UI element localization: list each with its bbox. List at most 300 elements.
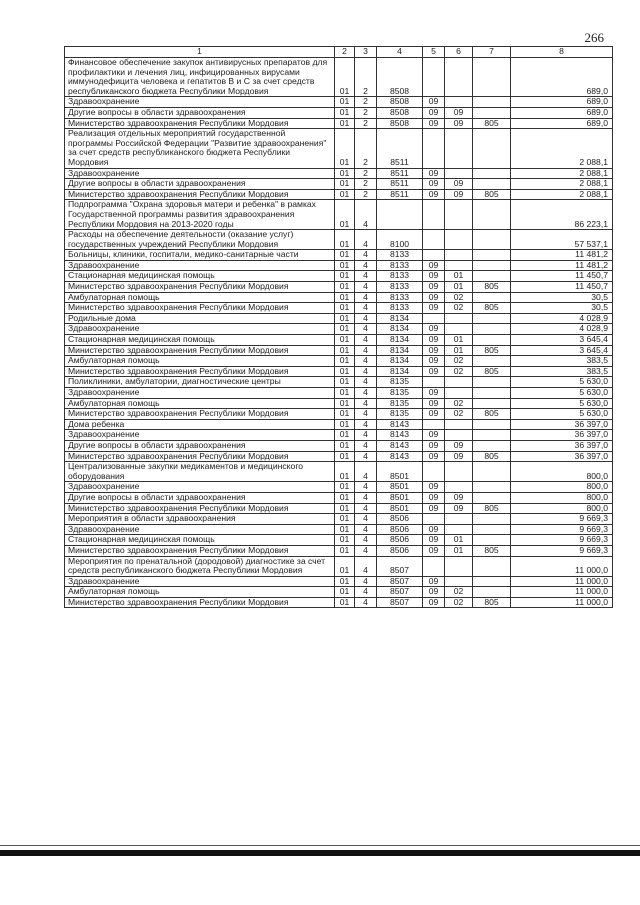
table-row bbox=[65, 535, 613, 546]
cell-subsection: 02 bbox=[445, 587, 473, 598]
cell-amount: 689,0 bbox=[511, 58, 613, 97]
cell-code-3: 8143 bbox=[377, 419, 423, 430]
cell-code-1: 01 bbox=[335, 107, 355, 118]
cell-ministry-code: 805 bbox=[473, 409, 511, 420]
table-row bbox=[65, 189, 613, 200]
cell-code-1: 01 bbox=[335, 345, 355, 356]
cell-code-3: 8501 bbox=[377, 462, 423, 482]
table-row bbox=[65, 250, 613, 261]
cell-amount: 11 000,0 bbox=[511, 587, 613, 598]
cell-amount: 2 088,1 bbox=[511, 129, 613, 168]
cell-row-name: Реализация отдельных мероприятий государственной программы Российской Федерации "Развитие здравоохранения" за счет средств республиканского бюджета Республики Мордовия bbox=[65, 129, 335, 168]
cell-subsection bbox=[445, 388, 473, 399]
cell-ministry-code bbox=[473, 535, 511, 546]
table-row bbox=[65, 129, 613, 168]
cell-section: 09 bbox=[423, 545, 445, 556]
cell-code-2: 2 bbox=[355, 97, 377, 108]
cell-section bbox=[423, 462, 445, 482]
cell-code-2: 4 bbox=[355, 492, 377, 503]
cell-ministry-code: 805 bbox=[473, 451, 511, 462]
table-row bbox=[65, 168, 613, 179]
cell-code-2: 2 bbox=[355, 118, 377, 129]
cell-ministry-code bbox=[473, 419, 511, 430]
cell-code-1: 01 bbox=[335, 356, 355, 367]
cell-section bbox=[423, 514, 445, 525]
cell-code-2: 4 bbox=[355, 250, 377, 261]
cell-code-1: 01 bbox=[335, 587, 355, 598]
cell-amount: 5 630,0 bbox=[511, 388, 613, 399]
cell-row-name: Здравоохранение bbox=[65, 576, 335, 587]
cell-amount: 5 630,0 bbox=[511, 398, 613, 409]
budget-table bbox=[64, 46, 613, 608]
column-header: 5 bbox=[423, 47, 445, 58]
cell-code-2: 4 bbox=[355, 409, 377, 420]
cell-code-2: 4 bbox=[355, 398, 377, 409]
cell-section bbox=[423, 200, 445, 230]
cell-amount: 86 223,1 bbox=[511, 200, 613, 230]
cell-code-1: 01 bbox=[335, 451, 355, 462]
cell-subsection bbox=[445, 129, 473, 168]
cell-code-3: 8135 bbox=[377, 409, 423, 420]
cell-amount: 689,0 bbox=[511, 118, 613, 129]
cell-row-name: Министерство здравоохранения Республики Мордовия bbox=[65, 503, 335, 514]
cell-section: 09 bbox=[423, 524, 445, 535]
cell-section bbox=[423, 377, 445, 388]
scan-bottom-bar bbox=[0, 850, 640, 856]
table-row bbox=[65, 345, 613, 356]
cell-ministry-code bbox=[473, 377, 511, 388]
column-header: 6 bbox=[445, 47, 473, 58]
cell-code-1: 01 bbox=[335, 545, 355, 556]
cell-code-1: 01 bbox=[335, 303, 355, 314]
cell-code-3: 8511 bbox=[377, 168, 423, 179]
table-row bbox=[65, 545, 613, 556]
cell-ministry-code bbox=[473, 260, 511, 271]
cell-subsection bbox=[445, 462, 473, 482]
cell-row-name: Министерство здравоохранения Республики Мордовия bbox=[65, 451, 335, 462]
cell-row-name: Стационарная медицинская помощь bbox=[65, 335, 335, 346]
cell-code-1: 01 bbox=[335, 313, 355, 324]
cell-code-3: 8134 bbox=[377, 356, 423, 367]
table-row bbox=[65, 451, 613, 462]
cell-ministry-code bbox=[473, 356, 511, 367]
cell-code-1: 01 bbox=[335, 200, 355, 230]
cell-subsection: 09 bbox=[445, 118, 473, 129]
cell-ministry-code bbox=[473, 97, 511, 108]
cell-code-1: 01 bbox=[335, 377, 355, 388]
table-row bbox=[65, 97, 613, 108]
column-header: 7 bbox=[473, 47, 511, 58]
cell-subsection: 09 bbox=[445, 189, 473, 200]
cell-code-3: 8506 bbox=[377, 535, 423, 546]
table-row bbox=[65, 482, 613, 493]
cell-row-name: Амбулаторная помощь bbox=[65, 398, 335, 409]
cell-code-2: 2 bbox=[355, 107, 377, 118]
cell-ministry-code bbox=[473, 324, 511, 335]
cell-code-3: 8501 bbox=[377, 492, 423, 503]
cell-code-2: 4 bbox=[355, 597, 377, 608]
cell-row-name: Министерство здравоохранения Республики Мордовия bbox=[65, 409, 335, 420]
table-row bbox=[65, 260, 613, 271]
cell-code-1: 01 bbox=[335, 168, 355, 179]
cell-ministry-code bbox=[473, 179, 511, 190]
table-row bbox=[65, 366, 613, 377]
cell-row-name: Подпрограмма "Охрана здоровья матери и ребенка" в рамках Государственной программы развития здравоохранения Республики Мордовия на 2013-2020 годы bbox=[65, 200, 335, 230]
table-row bbox=[65, 107, 613, 118]
cell-row-name: Здравоохранение bbox=[65, 260, 335, 271]
cell-amount: 11 000,0 bbox=[511, 576, 613, 587]
cell-ministry-code: 805 bbox=[473, 366, 511, 377]
cell-amount: 36 397,0 bbox=[511, 419, 613, 430]
cell-subsection: 01 bbox=[445, 345, 473, 356]
cell-ministry-code bbox=[473, 482, 511, 493]
cell-subsection: 09 bbox=[445, 451, 473, 462]
cell-code-3: 8506 bbox=[377, 514, 423, 525]
cell-code-3: 8507 bbox=[377, 597, 423, 608]
cell-row-name: Дома ребенка bbox=[65, 419, 335, 430]
cell-code-2: 2 bbox=[355, 58, 377, 97]
table-row bbox=[65, 556, 613, 576]
table-row bbox=[65, 462, 613, 482]
cell-row-name: Финансовое обеспечение закупок антивирусных препаратов для профилактики и лечения лиц, инфицированных вирусами иммунодефицита человека и гепатитов В и С за счет средств республиканского бюджета Республики Мордовия bbox=[65, 58, 335, 97]
cell-row-name: Министерство здравоохранения Республики Мордовия bbox=[65, 597, 335, 608]
cell-subsection: 09 bbox=[445, 492, 473, 503]
table-row bbox=[65, 282, 613, 293]
cell-section: 09 bbox=[423, 576, 445, 587]
table-row bbox=[65, 58, 613, 97]
table-row bbox=[65, 514, 613, 525]
cell-row-name: Амбулаторная помощь bbox=[65, 587, 335, 598]
cell-code-1: 01 bbox=[335, 514, 355, 525]
cell-code-2: 4 bbox=[355, 335, 377, 346]
cell-ministry-code bbox=[473, 313, 511, 324]
cell-section: 09 bbox=[423, 451, 445, 462]
cell-ministry-code bbox=[473, 250, 511, 261]
cell-row-name: Мероприятия по пренатальной (дородовой) диагностике за счет средств республиканского бюджета Республики Мордовия bbox=[65, 556, 335, 576]
table-row bbox=[65, 492, 613, 503]
cell-code-2: 4 bbox=[355, 324, 377, 335]
cell-ministry-code bbox=[473, 587, 511, 598]
cell-amount: 30,5 bbox=[511, 303, 613, 314]
cell-code-2: 4 bbox=[355, 366, 377, 377]
cell-amount: 9 669,3 bbox=[511, 514, 613, 525]
cell-subsection bbox=[445, 260, 473, 271]
cell-code-2: 4 bbox=[355, 503, 377, 514]
table-body bbox=[65, 58, 613, 608]
cell-code-2: 4 bbox=[355, 587, 377, 598]
cell-row-name: Здравоохранение bbox=[65, 168, 335, 179]
cell-ministry-code bbox=[473, 107, 511, 118]
cell-code-2: 2 bbox=[355, 129, 377, 168]
cell-section bbox=[423, 556, 445, 576]
cell-section: 09 bbox=[423, 324, 445, 335]
cell-amount: 689,0 bbox=[511, 107, 613, 118]
cell-row-name: Централизованные закупки медикаментов и медицинского оборудования bbox=[65, 462, 335, 482]
cell-code-3: 8133 bbox=[377, 292, 423, 303]
cell-subsection bbox=[445, 514, 473, 525]
cell-code-2: 4 bbox=[355, 514, 377, 525]
cell-amount: 383,5 bbox=[511, 356, 613, 367]
cell-code-3: 8134 bbox=[377, 335, 423, 346]
cell-ministry-code bbox=[473, 576, 511, 587]
cell-code-2: 4 bbox=[355, 282, 377, 293]
cell-subsection bbox=[445, 324, 473, 335]
cell-subsection bbox=[445, 250, 473, 261]
cell-subsection bbox=[445, 419, 473, 430]
cell-subsection bbox=[445, 430, 473, 441]
cell-section bbox=[423, 313, 445, 324]
cell-ministry-code: 805 bbox=[473, 118, 511, 129]
table-row bbox=[65, 200, 613, 230]
cell-amount: 11 481,2 bbox=[511, 250, 613, 261]
table-row bbox=[65, 430, 613, 441]
column-header: 4 bbox=[377, 47, 423, 58]
cell-code-3: 8501 bbox=[377, 503, 423, 514]
cell-row-name: Министерство здравоохранения Республики Мордовия bbox=[65, 282, 335, 293]
table-row bbox=[65, 230, 613, 250]
cell-code-1: 01 bbox=[335, 409, 355, 420]
cell-section: 09 bbox=[423, 335, 445, 346]
cell-section: 09 bbox=[423, 168, 445, 179]
table-row bbox=[65, 377, 613, 388]
table-row bbox=[65, 398, 613, 409]
cell-subsection: 09 bbox=[445, 503, 473, 514]
cell-amount: 9 669,3 bbox=[511, 545, 613, 556]
cell-code-2: 4 bbox=[355, 545, 377, 556]
cell-section: 09 bbox=[423, 303, 445, 314]
cell-code-1: 01 bbox=[335, 597, 355, 608]
cell-code-3: 8506 bbox=[377, 545, 423, 556]
column-header: 8 bbox=[511, 47, 613, 58]
cell-amount: 4 028,9 bbox=[511, 313, 613, 324]
cell-code-2: 4 bbox=[355, 576, 377, 587]
cell-section: 09 bbox=[423, 430, 445, 441]
cell-code-3: 8135 bbox=[377, 377, 423, 388]
cell-code-2: 4 bbox=[355, 260, 377, 271]
cell-subsection: 01 bbox=[445, 271, 473, 282]
cell-code-3: 8506 bbox=[377, 524, 423, 535]
cell-section: 09 bbox=[423, 597, 445, 608]
cell-amount: 30,5 bbox=[511, 292, 613, 303]
cell-ministry-code bbox=[473, 292, 511, 303]
cell-section: 09 bbox=[423, 492, 445, 503]
cell-amount: 5 630,0 bbox=[511, 377, 613, 388]
cell-row-name: Расходы на обеспечение деятельности (оказание услуг) государственных учреждений Республики Мордовия bbox=[65, 230, 335, 250]
table-row bbox=[65, 324, 613, 335]
cell-code-1: 01 bbox=[335, 271, 355, 282]
cell-amount: 800,0 bbox=[511, 462, 613, 482]
table-row bbox=[65, 597, 613, 608]
cell-code-2: 4 bbox=[355, 451, 377, 462]
cell-ministry-code bbox=[473, 556, 511, 576]
cell-code-2: 4 bbox=[355, 535, 377, 546]
cell-code-3: 8143 bbox=[377, 430, 423, 441]
cell-ministry-code bbox=[473, 514, 511, 525]
cell-section bbox=[423, 230, 445, 250]
cell-amount: 800,0 bbox=[511, 482, 613, 493]
cell-code-3: 8143 bbox=[377, 451, 423, 462]
cell-amount: 9 669,3 bbox=[511, 535, 613, 546]
cell-subsection: 01 bbox=[445, 545, 473, 556]
cell-code-1: 01 bbox=[335, 576, 355, 587]
cell-section: 09 bbox=[423, 282, 445, 293]
scan-edge-line bbox=[0, 845, 640, 846]
cell-ministry-code bbox=[473, 58, 511, 97]
cell-code-3: 8100 bbox=[377, 230, 423, 250]
cell-subsection bbox=[445, 230, 473, 250]
cell-section bbox=[423, 129, 445, 168]
cell-code-2: 4 bbox=[355, 313, 377, 324]
cell-code-3: 8134 bbox=[377, 366, 423, 377]
cell-section: 09 bbox=[423, 398, 445, 409]
cell-amount: 4 028,9 bbox=[511, 324, 613, 335]
cell-code-3: 8134 bbox=[377, 324, 423, 335]
cell-row-name: Здравоохранение bbox=[65, 482, 335, 493]
cell-amount: 5 630,0 bbox=[511, 409, 613, 420]
cell-code-3: 8135 bbox=[377, 388, 423, 399]
cell-amount: 3 645,4 bbox=[511, 345, 613, 356]
cell-ministry-code: 805 bbox=[473, 545, 511, 556]
cell-subsection: 01 bbox=[445, 282, 473, 293]
cell-code-3: 8143 bbox=[377, 440, 423, 451]
cell-section: 09 bbox=[423, 440, 445, 451]
cell-ministry-code bbox=[473, 462, 511, 482]
cell-row-name: Поликлиники, амбулатории, диагностические центры bbox=[65, 377, 335, 388]
cell-row-name: Министерство здравоохранения Республики Мордовия bbox=[65, 545, 335, 556]
cell-amount: 36 397,0 bbox=[511, 430, 613, 441]
cell-subsection: 02 bbox=[445, 356, 473, 367]
cell-amount: 800,0 bbox=[511, 503, 613, 514]
cell-code-1: 01 bbox=[335, 260, 355, 271]
cell-amount: 36 397,0 bbox=[511, 451, 613, 462]
cell-subsection: 02 bbox=[445, 366, 473, 377]
cell-code-3: 8508 bbox=[377, 58, 423, 97]
cell-code-1: 01 bbox=[335, 492, 355, 503]
cell-row-name: Стационарная медицинская помощь bbox=[65, 535, 335, 546]
cell-code-3: 8133 bbox=[377, 303, 423, 314]
cell-code-1: 01 bbox=[335, 250, 355, 261]
cell-code-1: 01 bbox=[335, 503, 355, 514]
cell-code-1: 01 bbox=[335, 189, 355, 200]
table-row bbox=[65, 524, 613, 535]
cell-amount: 9 669,3 bbox=[511, 524, 613, 535]
cell-subsection: 02 bbox=[445, 409, 473, 420]
table-row bbox=[65, 335, 613, 346]
cell-code-3: 8133 bbox=[377, 271, 423, 282]
cell-section: 09 bbox=[423, 292, 445, 303]
cell-code-2: 4 bbox=[355, 303, 377, 314]
cell-row-name: Министерство здравоохранения Республики Мордовия bbox=[65, 118, 335, 129]
cell-code-2: 4 bbox=[355, 419, 377, 430]
cell-subsection bbox=[445, 377, 473, 388]
cell-code-1: 01 bbox=[335, 58, 355, 97]
cell-code-1: 01 bbox=[335, 462, 355, 482]
cell-code-1: 01 bbox=[335, 398, 355, 409]
cell-subsection: 01 bbox=[445, 335, 473, 346]
cell-row-name: Амбулаторная помощь bbox=[65, 292, 335, 303]
cell-row-name: Министерство здравоохранения Республики Мордовия bbox=[65, 303, 335, 314]
cell-ministry-code: 805 bbox=[473, 282, 511, 293]
table-row bbox=[65, 271, 613, 282]
cell-ministry-code bbox=[473, 335, 511, 346]
cell-subsection bbox=[445, 313, 473, 324]
cell-row-name: Другие вопросы в области здравоохранения bbox=[65, 107, 335, 118]
cell-code-3: 8507 bbox=[377, 576, 423, 587]
cell-amount: 3 645,4 bbox=[511, 335, 613, 346]
cell-subsection: 09 bbox=[445, 440, 473, 451]
cell-section: 09 bbox=[423, 409, 445, 420]
cell-code-1: 01 bbox=[335, 324, 355, 335]
cell-row-name: Здравоохранение bbox=[65, 524, 335, 535]
cell-code-1: 01 bbox=[335, 535, 355, 546]
cell-ministry-code: 805 bbox=[473, 303, 511, 314]
cell-section: 09 bbox=[423, 535, 445, 546]
cell-row-name: Другие вопросы в области здравоохранения bbox=[65, 179, 335, 190]
cell-row-name: Другие вопросы в области здравоохранения bbox=[65, 440, 335, 451]
cell-code-2: 2 bbox=[355, 179, 377, 190]
cell-code-1: 01 bbox=[335, 335, 355, 346]
cell-row-name: Стационарная медицинская помощь bbox=[65, 271, 335, 282]
cell-code-1: 01 bbox=[335, 129, 355, 168]
cell-code-2: 4 bbox=[355, 230, 377, 250]
cell-code-1: 01 bbox=[335, 292, 355, 303]
cell-subsection: 02 bbox=[445, 292, 473, 303]
cell-subsection bbox=[445, 168, 473, 179]
table-row bbox=[65, 409, 613, 420]
cell-code-3: 8508 bbox=[377, 97, 423, 108]
cell-section: 09 bbox=[423, 97, 445, 108]
cell-subsection bbox=[445, 58, 473, 97]
cell-section: 09 bbox=[423, 587, 445, 598]
table-row bbox=[65, 179, 613, 190]
cell-subsection: 09 bbox=[445, 179, 473, 190]
table-row bbox=[65, 503, 613, 514]
cell-section bbox=[423, 250, 445, 261]
cell-ministry-code: 805 bbox=[473, 597, 511, 608]
cell-code-1: 01 bbox=[335, 118, 355, 129]
cell-code-2: 4 bbox=[355, 271, 377, 282]
cell-subsection: 02 bbox=[445, 303, 473, 314]
cell-ministry-code: 805 bbox=[473, 345, 511, 356]
cell-subsection bbox=[445, 556, 473, 576]
cell-subsection bbox=[445, 200, 473, 230]
cell-amount: 11 481,2 bbox=[511, 260, 613, 271]
cell-code-2: 4 bbox=[355, 377, 377, 388]
cell-code-3: 8134 bbox=[377, 345, 423, 356]
table-row bbox=[65, 440, 613, 451]
cell-subsection: 01 bbox=[445, 535, 473, 546]
cell-code-3: 8511 bbox=[377, 129, 423, 168]
cell-code-1: 01 bbox=[335, 556, 355, 576]
table-row bbox=[65, 388, 613, 399]
cell-code-1: 01 bbox=[335, 524, 355, 535]
cell-code-2: 4 bbox=[355, 556, 377, 576]
cell-subsection: 09 bbox=[445, 107, 473, 118]
cell-code-2: 4 bbox=[355, 524, 377, 535]
cell-code-2: 4 bbox=[355, 462, 377, 482]
column-header: 1 bbox=[65, 47, 335, 58]
cell-amount: 11 000,0 bbox=[511, 597, 613, 608]
cell-subsection bbox=[445, 482, 473, 493]
table-row bbox=[65, 303, 613, 314]
cell-code-1: 01 bbox=[335, 179, 355, 190]
cell-subsection bbox=[445, 576, 473, 587]
cell-amount: 800,0 bbox=[511, 492, 613, 503]
page-number: 266 bbox=[584, 30, 604, 45]
cell-code-2: 4 bbox=[355, 200, 377, 230]
cell-code-3: 8511 bbox=[377, 189, 423, 200]
cell-row-name: Здравоохранение bbox=[65, 388, 335, 399]
